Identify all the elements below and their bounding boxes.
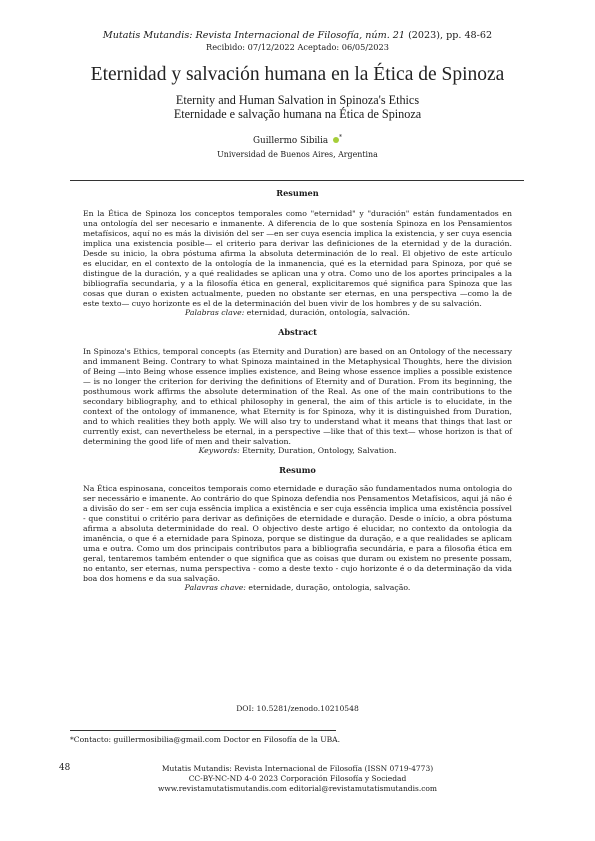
- keywords-label: Palabras clave:: [184, 308, 245, 317]
- abstract-line: and immanent Being. Contrary to what Spinoza maintained in the Metaphysical Thoughts, here the division: [83, 357, 512, 367]
- footer-journal-issn: Mutatis Mutandis: Revista Internacional de Filosofía (ISSN 0719-4773): [161, 764, 434, 773]
- resumo-line: a divisão do ser - em ser cuja essência implica a existência e ser cuja essência implica uma existência possível: [83, 504, 512, 514]
- resumen-keywords: [0, 308, 595, 317]
- abstract-keywords: [0, 446, 595, 455]
- resumen-line: metafísicos, aquí no es más la división del ser —en ser cuya esencia implica la existencia, y ser cuya esencia: [83, 229, 512, 239]
- abstract-line: of Being —into Being whose essence implies existence, and Being whose essence implies a possible existence: [83, 367, 512, 377]
- resumo-line: boa dos homens e da sua salvação.: [83, 574, 220, 584]
- article-title-portuguese: Eternidade e salvação humana na Ética de Spinoza: [173, 107, 422, 121]
- header-divider: [70, 180, 524, 181]
- abstract-line: — is no longer the criterion for deriving the definitions of Eternity and of Duration. From its beginning, the: [83, 377, 512, 387]
- abstract-line: posthumous work affirms the absolute determination of the Real. As one of the main contributions to the: [83, 387, 512, 397]
- resumen-line: una ontología del ser necesario e inmanente. A diferencia de lo que sostenía Spinoza en los Pensamientos: [83, 219, 512, 229]
- keywords-list: eternidade, duração, ontologia, salvação.: [245, 583, 411, 592]
- resumo-line: no entanto, ser eternas, numa perspectiva - como a deste texto - cujo horizonte é o da determinação da vida: [83, 564, 512, 574]
- resumo-line: ser necessário e imanente. Ao contrário do que Spinoza defendia nos Pensamentos Metafísicos, aqui já não é: [83, 494, 513, 504]
- author-line: [0, 134, 595, 146]
- resumo-keywords: [0, 583, 595, 592]
- abstract-line: determining the good life of men and their salvation.: [83, 437, 291, 447]
- abstract-body: [83, 347, 512, 447]
- resumen-line: implica una existencia posible— el criterio para derivar las definiciones de la eternidad y de la duración.: [83, 239, 512, 249]
- journal-name: Mutatis Mutandis: Revista Internacional de Filosofía, núm. 21: [102, 30, 406, 41]
- resumo-line: imanência, o que é a eternidade para Spinoza, porque se distingue da duração, e a que realidades se aplicam: [83, 534, 512, 544]
- resumo-line: Na Ética espinosana, conceitos temporais como eternidade e duração são fundamentados numa ontologia do: [83, 484, 512, 493]
- resumo-line: - que constitui o critério para derivar as definições de eternidade e duração. Desde o início, a obra póstuma: [83, 514, 512, 524]
- abstract-line: context of the ontology of immanence, what Eternity is for Spinoza, why it is distinguished from Duration,: [83, 407, 512, 417]
- keywords-list: Eternity, Duration, Ontology, Salvation.: [239, 446, 397, 455]
- footer-license: CC-BY-NC-ND 4-0 2023 Corporación Filosofía y Sociedad: [188, 774, 407, 783]
- resumo-body: [83, 484, 512, 584]
- abstract-line: secondary bibliography, and to ethical philosophy in general, the aim of this article is to elucidate, in the: [83, 397, 512, 407]
- abstract-line: In Spinoza's Ethics, temporal concepts (as Eternity and Duration) are based on an Ontology of the necessary: [83, 347, 512, 356]
- abstract-line: currently exist, can nevertheless be eternal, in a perspective —like that of this text— whose horizon is that of: [83, 427, 512, 437]
- resumen-line: este texto— cuyo horizonte es el de la determinación del buen vivir de los hombres y de su salvación.: [83, 299, 482, 309]
- page-number: 48: [59, 763, 71, 773]
- author-name: Guillermo Sibilia: [253, 135, 329, 146]
- footnote-divider: [70, 730, 336, 731]
- resumen-line: En la Ética de Spinoza los conceptos temporales como "eternidad" y "duración" están fundamentados en: [83, 209, 512, 218]
- received-accepted-dates: Recibido: 07/12/2022 Aceptado: 06/05/2023: [206, 42, 389, 52]
- resumen-body: [83, 209, 512, 309]
- resumen-line: bibliografía secundaria, y a la filosofía ética en general, explicitaremos qué significa para Spinoza que las: [83, 279, 512, 289]
- abstract-line: and to which realities they both apply. We will also try to understand what it means that things that last or: [83, 417, 512, 427]
- author-affiliation: Universidad de Buenos Aires, Argentina: [217, 150, 378, 159]
- doi-link[interactable]: DOI: 10.5281/zenodo.10210548: [236, 704, 359, 713]
- author-footnote-marker: *: [338, 134, 342, 141]
- resumo-line: geral, tentaremos também entender o que significa que as coisas que duram ou existem no presente possam,: [83, 554, 512, 564]
- resumo-line: afirma a absoluta determinidade do real. O objectivo deste artigo é elucidar, no contexto da ontologia da: [83, 524, 512, 534]
- resumen-line: cosas que duran o existen actualmente, pueden no obstante ser eternas, en una perspectiva —como la de: [83, 289, 512, 299]
- author-footnote: *Contacto: guillermosibilia@gmail.com Doctor en Filosofía de la UBA.: [70, 735, 341, 744]
- footer-website-email[interactable]: www.revistamutatismutandis.com editorial@revistamutatismutandis.com: [157, 784, 438, 793]
- resumo-heading: Resumo: [279, 465, 316, 475]
- resumo-line: uma e outra. Como um dos principais contributos para a bibliografia secundária, e para a filosofia ética em: [83, 544, 512, 554]
- abstract-heading: Abstract: [278, 327, 317, 337]
- keywords-list: eternidad, duración, ontología, salvación.: [244, 308, 410, 317]
- keywords-label: Keywords:: [198, 446, 240, 455]
- article-title: Eternidad y salvación humana en la Ética de Spinoza: [90, 64, 505, 85]
- keywords-label: Palavras chave:: [184, 583, 246, 592]
- resumen-line: Desde su inicio, la obra póstuma afirma la absoluta determinación de lo real. El objetivo de este artículo: [83, 249, 512, 259]
- journal-header: [0, 30, 595, 41]
- article-title-english: Eternity and Human Salvation in Spinoza's Ethics: [175, 93, 420, 107]
- resumen-heading: Resumen: [276, 188, 319, 198]
- resumen-line: es elucidar, en el contexto de la ontología de la inmanencia, qué es la eternidad para Spinoza, por qué se: [83, 259, 512, 269]
- journal-year-pages: (2023), pp. 48-62: [405, 30, 493, 41]
- resumen-line: distingue de la duración, y a qué realidades se aplican una y otra. Como uno de los aportes principales a la: [83, 269, 512, 279]
